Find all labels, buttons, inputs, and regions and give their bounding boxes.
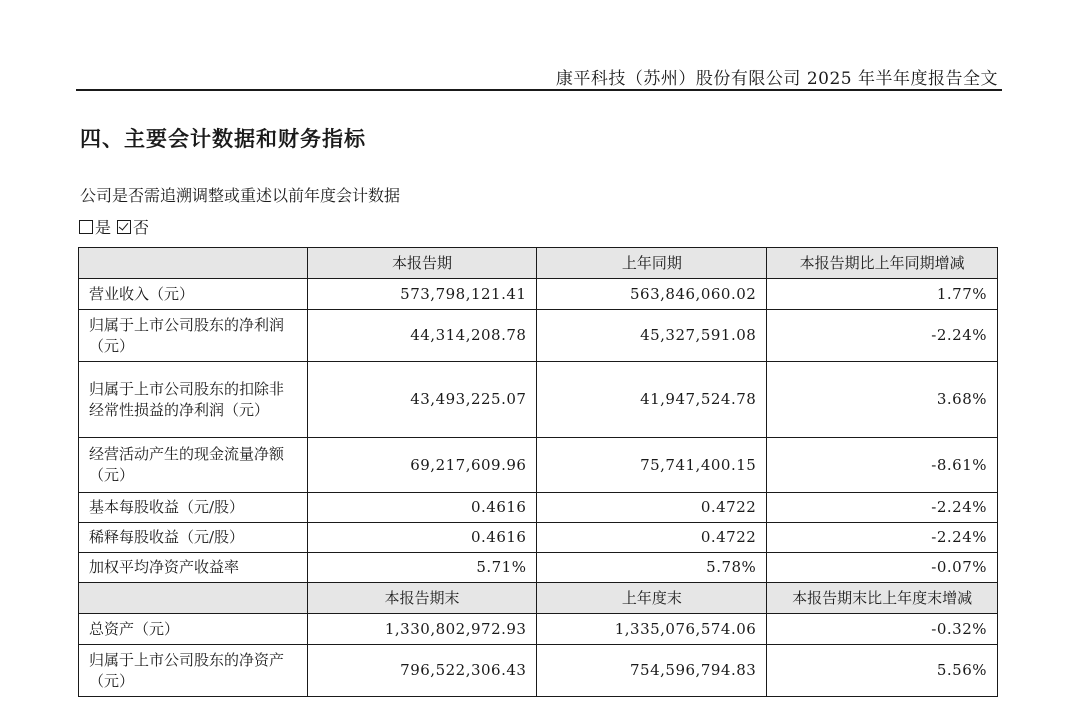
header-cell-period-change: 本报告期比上年同期增减 (767, 248, 998, 279)
table-header-row (79, 248, 998, 279)
row-current-value: 796,522,306.43 (307, 645, 537, 697)
row-change-value: -2.24% (767, 523, 998, 553)
table-row (79, 523, 998, 553)
row-prior-value: 0.4722 (537, 523, 767, 553)
row-label: 总资产（元） (79, 614, 308, 645)
row-current-value: 573,798,121.41 (307, 279, 537, 310)
header-cell-prior-period: 上年同期 (537, 248, 767, 279)
table-header-row (79, 583, 998, 614)
row-current-value: 44,314,208.78 (307, 310, 537, 362)
header-cell-current-period: 本报告期 (307, 248, 537, 279)
row-change-value: -8.61% (767, 438, 998, 493)
row-label: 加权平均净资产收益率 (79, 553, 308, 583)
row-prior-value: 754,596,794.83 (537, 645, 767, 697)
table-row (79, 438, 998, 493)
financial-data-table (78, 247, 998, 697)
row-change-value: -2.24% (767, 310, 998, 362)
row-prior-value: 45,327,591.08 (537, 310, 767, 362)
row-current-value: 5.71% (307, 553, 537, 583)
option-yes[interactable] (79, 215, 111, 238)
row-prior-value: 41,947,524.78 (537, 362, 767, 438)
table-row (79, 645, 998, 697)
checkbox-unchecked-icon[interactable] (79, 220, 93, 234)
row-label: 基本每股收益（元/股） (79, 493, 308, 523)
header-cell-blank (79, 583, 308, 614)
section-title: 四、主要会计数据和财务指标 (80, 127, 366, 151)
header-divider (76, 89, 1002, 91)
row-label: 营业收入（元） (79, 279, 308, 310)
restatement-question: 公司是否需追溯调整或重述以前年度会计数据 (80, 186, 401, 205)
row-prior-value: 75,741,400.15 (537, 438, 767, 493)
row-prior-value: 5.78% (537, 553, 767, 583)
table-row (79, 493, 998, 523)
row-change-value: -0.07% (767, 553, 998, 583)
row-change-value: 3.68% (767, 362, 998, 438)
table-row (79, 279, 998, 310)
option-yes-label: 是 (95, 218, 112, 237)
row-change-value: 5.56% (767, 645, 998, 697)
row-change-value: -0.32% (767, 614, 998, 645)
report-header-title: 康平科技（苏州）股份有限公司 2025 年半年度报告全文 (555, 69, 998, 89)
row-label: 稀释每股收益（元/股） (79, 523, 308, 553)
row-label: 经营活动产生的现金流量净额（元） (79, 438, 308, 493)
option-no-label: 否 (133, 218, 150, 237)
table-row (79, 553, 998, 583)
header-cell-period-end: 本报告期末 (307, 583, 537, 614)
row-label: 归属于上市公司股东的扣除非经常性损益的净利润（元） (79, 362, 308, 438)
checkbox-checked-icon[interactable] (117, 220, 131, 234)
restatement-options (79, 215, 155, 238)
row-label: 归属于上市公司股东的净资产（元） (79, 645, 308, 697)
row-prior-value: 1,335,076,574.06 (537, 614, 767, 645)
row-current-value: 0.4616 (307, 523, 537, 553)
row-current-value: 0.4616 (307, 493, 537, 523)
header-cell-blank (79, 248, 308, 279)
row-prior-value: 0.4722 (537, 493, 767, 523)
row-label: 归属于上市公司股东的净利润（元） (79, 310, 308, 362)
row-prior-value: 563,846,060.02 (537, 279, 767, 310)
row-current-value: 1,330,802,972.93 (307, 614, 537, 645)
option-no[interactable] (117, 215, 149, 238)
table-row (79, 614, 998, 645)
header-cell-period-end-change: 本报告期末比上年度末增减 (767, 583, 998, 614)
row-change-value: -2.24% (767, 493, 998, 523)
row-current-value: 43,493,225.07 (307, 362, 537, 438)
row-change-value: 1.77% (767, 279, 998, 310)
table-row (79, 362, 998, 438)
header-cell-prior-year-end: 上年度末 (537, 583, 767, 614)
row-current-value: 69,217,609.96 (307, 438, 537, 493)
table-row (79, 310, 998, 362)
